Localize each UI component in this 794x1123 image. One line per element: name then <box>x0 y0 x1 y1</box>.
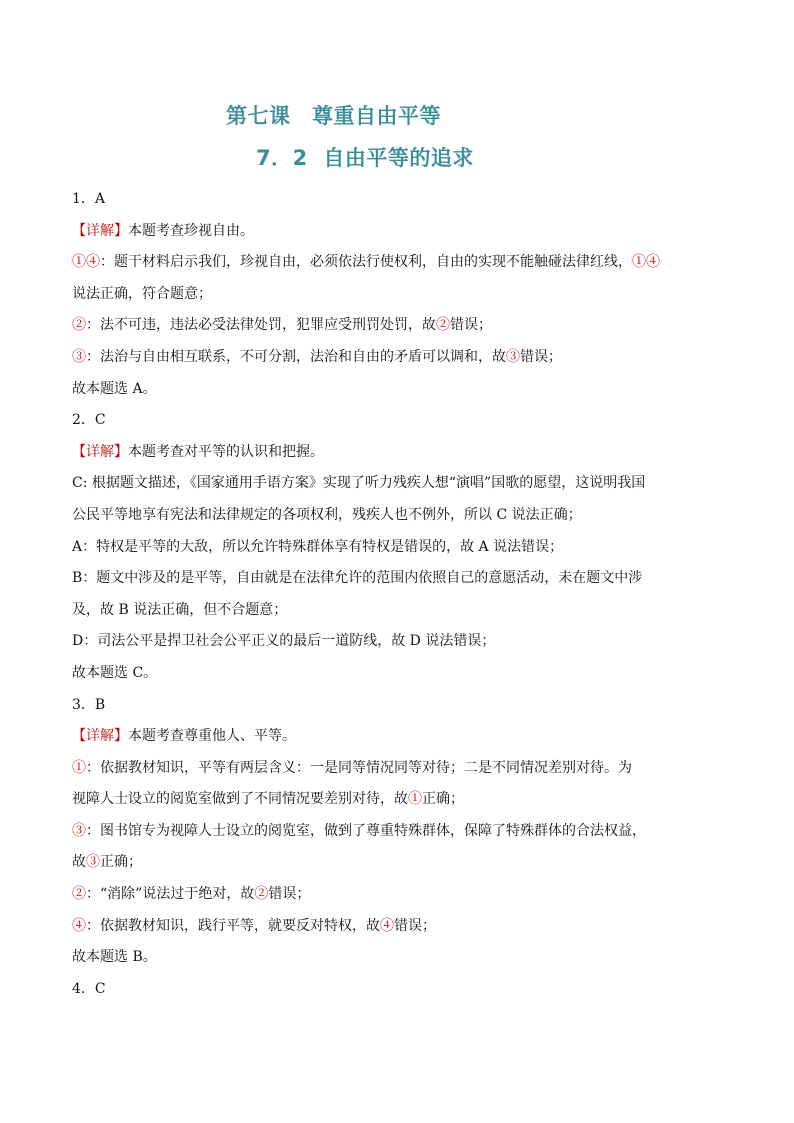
text-segment: 故 <box>72 854 86 871</box>
text-segment: 本题考查尊重他人、平等。 <box>128 728 296 745</box>
option-number: ④ <box>380 917 394 934</box>
text-segment: D：司法公平是捍卫社会公平正义的最后一道防线，故 D 说法错误； <box>72 633 496 650</box>
text-segment: 故本题选 C。 <box>72 664 158 681</box>
text-segment: 错误； <box>394 917 436 934</box>
text-line <box>72 374 724 406</box>
option-number: ① <box>408 791 422 808</box>
detail-tag: 【详解】 <box>72 728 128 745</box>
text-segment: ：依据教材知识，践行平等，就要反对特权，故 <box>86 917 380 934</box>
text-line <box>72 974 724 1006</box>
text-segment: 及，故 B 说法正确，但不合题意； <box>72 601 288 618</box>
option-number: ③ <box>72 348 86 365</box>
text-line <box>72 247 724 279</box>
option-number: ③ <box>72 822 86 839</box>
text-segment: ：“消除”说法过于绝对，故 <box>86 886 255 903</box>
text-segment: A：特权是平等的大敌，所以允许特殊群体享有特权是错误的，故 A 说法错误； <box>72 538 564 555</box>
text-segment: 错误； <box>520 348 562 365</box>
text-line <box>72 816 724 848</box>
text-segment: 3．B <box>72 696 106 713</box>
text-line <box>72 942 724 974</box>
text-line <box>72 468 724 500</box>
text-line <box>72 216 724 248</box>
text-segment: 故本题选 B。 <box>72 949 157 966</box>
option-number: ② <box>254 886 269 903</box>
text-line <box>72 658 724 690</box>
text-line <box>72 532 724 564</box>
lesson-title: 第七课 尊重自由平等 <box>226 104 441 128</box>
text-line <box>72 753 724 785</box>
text-segment: ：法不可违，违法必受法律处罚，犯罪应受刑罚处罚，故 <box>86 317 436 334</box>
text-segment: 1．A <box>72 191 106 207</box>
text-line <box>72 690 724 722</box>
option-number: ③ <box>506 348 520 365</box>
text-line <box>72 563 724 595</box>
text-segment: 错误； <box>450 317 492 334</box>
text-line <box>72 879 724 911</box>
text-line <box>72 500 724 532</box>
option-number: ④ <box>72 917 86 934</box>
text-line <box>72 595 724 627</box>
text-segment: 2．C <box>72 412 106 429</box>
text-segment: ：图书馆专为视障人士设立的阅览室，做到了尊重特殊群体，保障了特殊群体的合法权益， <box>86 822 646 839</box>
text-line <box>72 310 724 342</box>
text-segment: ：题干材料启示我们，珍视自由，必须依法行使权利，自由的实现不能触碰法律红线， <box>100 254 632 271</box>
text-line <box>72 405 724 437</box>
option-number: ①④ <box>72 254 100 271</box>
text-segment: C: 根据题文描述，《国家通用手语方案》实现了听力残疾人想“演唱”国歌的愿望，这说明我国 <box>72 475 646 492</box>
detail-tag: 【详解】 <box>72 222 128 239</box>
option-number: ③ <box>86 854 100 871</box>
option-number: ② <box>436 317 450 334</box>
text-segment: 本题考查珍视自由。 <box>128 222 254 239</box>
text-segment: 故本题选 A。 <box>72 380 157 397</box>
text-line <box>72 279 724 311</box>
text-line <box>72 847 724 879</box>
detail-tag: 【详解】 <box>72 443 128 460</box>
answer-body <box>72 184 724 1005</box>
text-line <box>72 911 724 943</box>
option-number: ② <box>72 886 86 903</box>
text-segment: 视障人士设立的阅览室做到了不同情况要差别对待，故 <box>72 791 408 808</box>
text-segment: 正确； <box>100 854 142 871</box>
text-line <box>72 784 724 816</box>
option-number: ① <box>72 759 86 776</box>
text-line <box>72 184 724 216</box>
text-segment: 本题考查对平等的认识和把握。 <box>128 443 324 460</box>
text-segment: 正确； <box>422 791 464 808</box>
text-segment: 4．C <box>72 980 106 997</box>
text-segment: ：依据教材知识，平等有两层含义：一是同等情况同等对待；二是不同情况差别对待。为 <box>86 759 632 776</box>
text-line <box>72 342 724 374</box>
text-segment: 错误； <box>268 886 311 903</box>
text-segment: B：题文中涉及的是平等，自由就是在法律允许的范围内依照自己的意愿活动，未在题文中涉 <box>72 570 643 587</box>
section-title: 7．2 自由平等的追求 <box>256 146 474 170</box>
text-line <box>72 437 724 469</box>
option-number: ①④ <box>632 254 660 271</box>
text-segment: ：法治与自由相互联系，不可分割，法治和自由的矛盾可以调和，故 <box>86 348 506 365</box>
option-number: ② <box>72 317 86 334</box>
text-line <box>72 721 724 753</box>
text-segment: 说法正确，符合题意； <box>72 285 212 302</box>
text-segment: 公民平等地享有宪法和法律规定的各项权利，残疾人也不例外，所以 C 说法正确； <box>72 506 582 523</box>
text-line <box>72 626 724 658</box>
